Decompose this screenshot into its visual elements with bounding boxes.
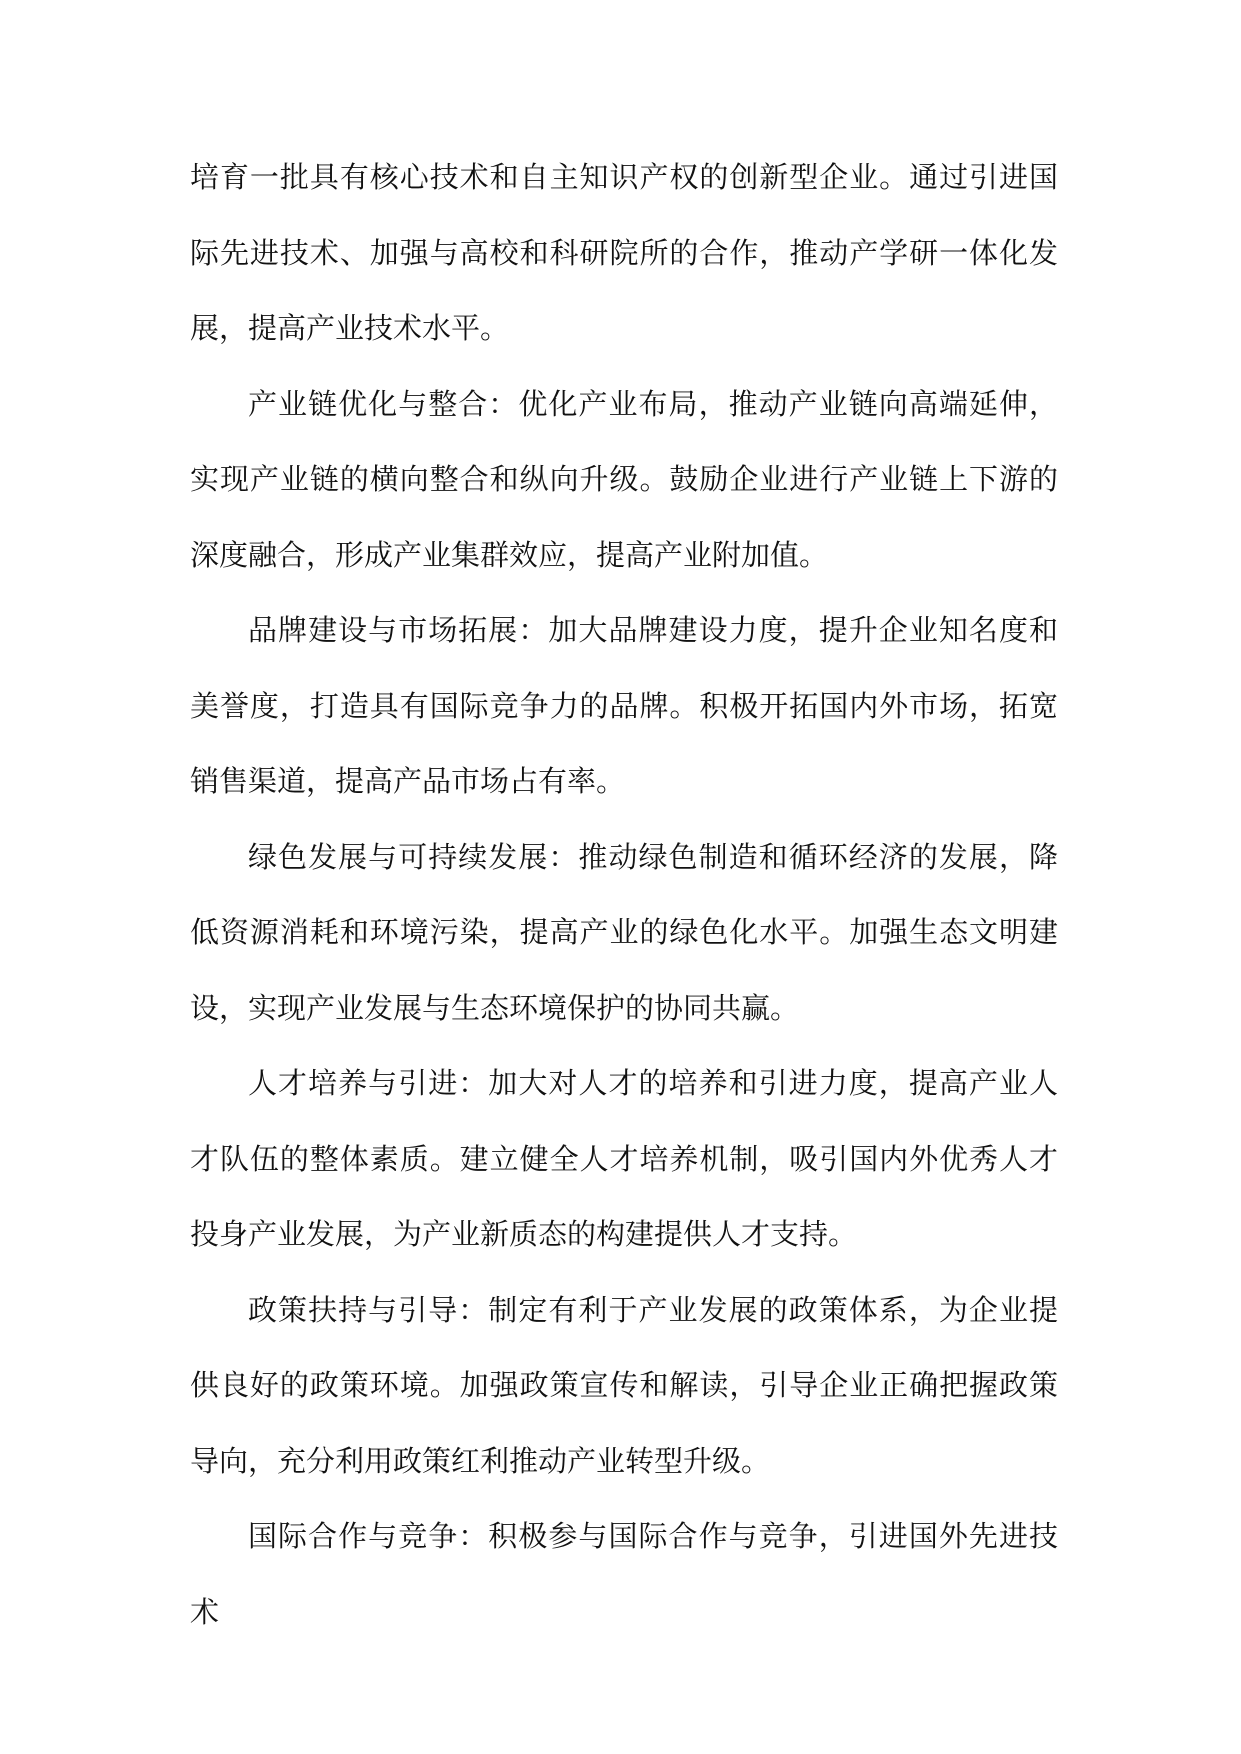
paragraph-policy: 政策扶持与引导：制定有利于产业发展的政策体系，为企业提供良好的政策环境。加强政策宣传和解读，引导企业正确把握政策导向，充分利用政策红利推动产业转型升级。	[190, 1292, 1058, 1478]
paragraph-green-development: 绿色发展与可持续发展：推动绿色制造和循环经济的发展，降低资源消耗和环境污染，提高产业的绿色化水平。加强生态文明建设，实现产业发展与生态环境保护的协同共赢。	[190, 839, 1058, 1025]
paragraph-brand-market: 品牌建设与市场拓展：加大品牌建设力度，提升企业知名度和美誉度，打造具有国际竞争力的品牌。积极开拓国内外市场，拓宽销售渠道，提高产品市场占有率。	[190, 613, 1058, 798]
paragraph-industry-chain: 产业链优化与整合：优化产业布局，推动产业链向高端延伸，实现产业链的横向整合和纵向升级。鼓励企业进行产业链上下游的深度融合，形成产业集群效应，提高产业附加值。	[190, 386, 1058, 572]
paragraph-continued: 培育一批具有核心技术和自主知识产权的创新型企业。通过引进国际先进技术、加强与高校和科研院所的合作，推动产学研一体化发展，提高产业技术水平。	[190, 160, 1058, 345]
document-body	[190, 140, 1058, 1650]
paragraph-talent: 人才培养与引进：加大对人才的培养和引进力度，提高产业人才队伍的整体素质。建立健全人才培养机制，吸引国内外优秀人才投身产业发展，为产业新质态的构建提供人才支持。	[190, 1066, 1058, 1251]
paragraph-international: 国际合作与竞争：积极参与国际合作与竞争，引进国外先进技术	[190, 1519, 1058, 1629]
